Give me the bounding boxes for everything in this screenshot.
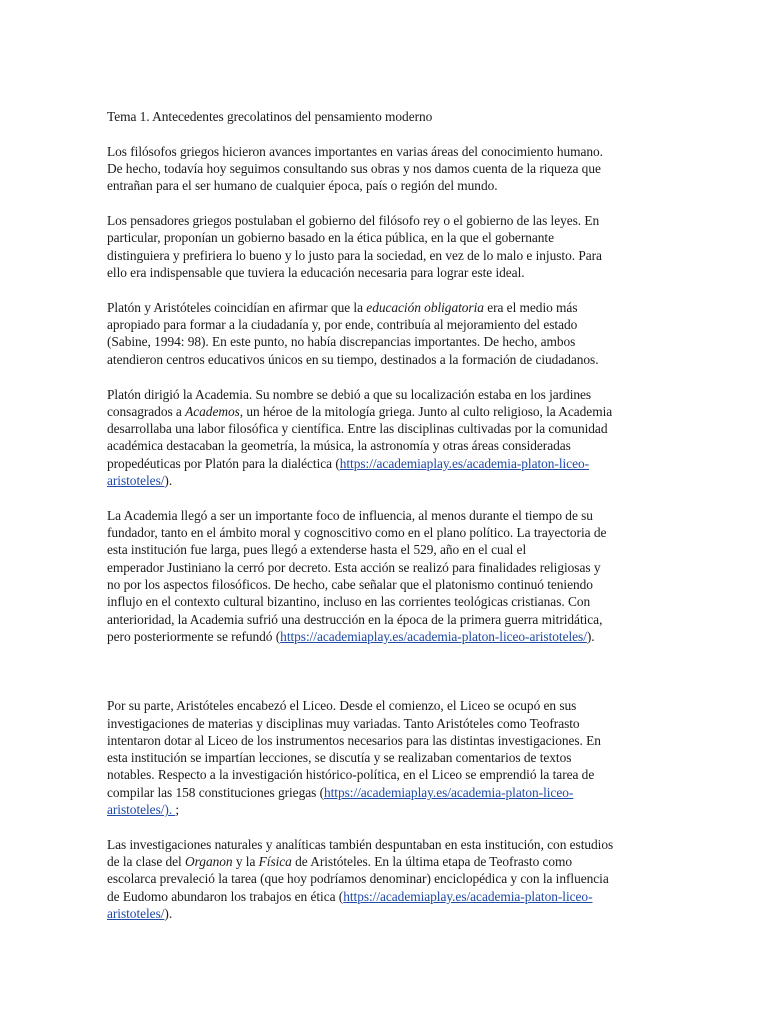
text-run: era el medio más <box>483 299 578 315</box>
text-line <box>107 403 667 420</box>
text-run: de Aristóteles. En la última etapa de Teofrasto como <box>291 854 573 870</box>
text-line: esta institución fue larga, pues llegó a extenderse hasta el 529, año en el cual el <box>107 542 527 558</box>
text-run: ). <box>164 905 173 921</box>
text-line: escolarca prevaleció la tarea (que hoy podríamos denominar) enciclopédica y con la influencia <box>107 871 609 887</box>
text-line: (Sabine, 1994: 98). En este punto, no había discrepancias importantes. De hecho, ambos <box>107 334 576 350</box>
text-line: particular, proponían un gobierno basado en la ética pública, en la que el gobernante <box>107 230 554 246</box>
text-line: académica destacaban la geometría, la música, la astronomía y otras áreas consideradas <box>107 438 571 454</box>
text-line <box>107 472 667 489</box>
text-line: desarrollaba una labor filosófica y científica. Entre las disciplinas cultivadas por la comunidad <box>107 421 608 437</box>
text-run: ). <box>164 473 173 489</box>
text-run: pero posteriormente se refundó ( <box>107 628 281 644</box>
document-body <box>107 108 667 940</box>
text-run: Platón y Aristóteles coincidían en afirmar que la <box>107 299 367 315</box>
text-line: Por su parte, Aristóteles encabezó el Liceo. Desde el comienzo, el Liceo se ocupó en sus <box>107 698 577 714</box>
text-run: ). <box>586 628 595 644</box>
text-line <box>107 905 667 922</box>
text-line: anterioridad, la Academia sufrió una destrucción en la época de la primera guerra mitridática, <box>107 611 603 627</box>
emphasis-text: Física <box>258 854 292 870</box>
text-run: de Eudomo abundaron los trabajos en ética ( <box>107 888 344 904</box>
text-line: no por los aspectos filosóficos. De hecho, cabe señalar que el platonismo continuó teniendo <box>107 577 593 593</box>
text-run: y la <box>232 854 259 870</box>
emphasis-text: Organon <box>185 854 233 870</box>
text-line: La Academia llegó a ser un importante foco de influencia, al menos durante el tiempo de su <box>107 507 593 523</box>
paragraph-2 <box>107 212 667 281</box>
text-run: consagrados a <box>107 403 186 419</box>
emphasis-text: educación obligatoria <box>366 299 484 315</box>
text-line: Los filósofos griegos hicieron avances importantes en varias áreas del conocimiento humano. <box>107 143 603 159</box>
text-line <box>107 299 667 316</box>
paragraph-3 <box>107 299 667 368</box>
text-line: intentaron dotar al Liceo de los instrumentos necesarios para las distintas investigaciones. En <box>107 732 601 748</box>
text-line: ello era indispensable que tuviera la educación necesaria para lograr este ideal. <box>107 265 525 281</box>
paragraph-6 <box>107 697 667 818</box>
text-line: influjo en el contexto cultural bizantino, incluso en las corrientes teológicas cristianas. Con <box>107 594 591 610</box>
text-run: compilar las 158 constituciones griegas ( <box>107 784 324 800</box>
paragraph-7 <box>107 836 667 922</box>
text-line: fundador, tanto en el ámbito moral y cognoscitivo como en el plano político. La trayectoria de <box>107 525 607 541</box>
text-line: atendieron centros educativos únicos en su tiempo, destinados a la formación de ciudadanos. <box>107 351 599 367</box>
text-line: Las investigaciones naturales y analíticas también despuntaban en esta institución, con estudios <box>107 836 614 852</box>
text-line: De hecho, todavía hoy seguimos consultando sus obras y nos damos cuenta de la riqueza que <box>107 161 601 177</box>
text-line <box>107 784 667 801</box>
academiaplay-link[interactable]: aristoteles/). <box>107 802 176 817</box>
academiaplay-link[interactable]: https://academiaplay.es/academia-platon-liceo- <box>343 888 593 904</box>
academiaplay-link[interactable]: https://academiaplay.es/academia-platon-liceo- <box>339 455 590 471</box>
text-line: distinguiera y prefiriera lo bueno y lo justo para la sociedad, en vez de lo malo e injusto. Para <box>107 247 602 263</box>
text-line: investigaciones de materias y disciplinas muy variadas. Tanto Aristóteles como Teofrasto <box>107 715 580 731</box>
text-line <box>107 628 667 645</box>
emphasis-text: Academos <box>185 403 240 419</box>
text-run: ; <box>175 802 180 817</box>
text-line: notables. Respecto a la investigación histórico-política, en el Liceo se emprendió la tarea de <box>107 767 595 783</box>
academiaplay-link[interactable]: https://academiaplay.es/academia-platon-liceo-aristoteles/ <box>280 628 587 644</box>
text-line <box>107 801 667 818</box>
paragraph-5 <box>107 507 667 645</box>
document-title: Tema 1. Antecedentes grecolatinos del pensamiento moderno <box>107 109 433 124</box>
text-line: apropiado para formar a la ciudadanía y, por ende, contribuía al mejoramiento del estado <box>107 317 578 333</box>
text-run: propedéuticas por Platón para la dialéctica ( <box>107 455 340 471</box>
text-line: Los pensadores griegos postulaban el gobierno del filósofo rey o el gobierno de las leyes. En <box>107 213 600 229</box>
paragraph-4 <box>107 386 667 490</box>
text-line: esta institución se impartían lecciones, se discutía y se realizaban comentarios de textos <box>107 750 572 766</box>
text-line: emperador Justiniano la cerró por decreto. Esta acción se realizó para finalidades religiosas y <box>107 559 601 575</box>
text-line <box>107 455 667 472</box>
academiaplay-link[interactable]: aristoteles/ <box>107 905 165 921</box>
text-line: Platón dirigió la Academia. Su nombre se debió a que su localización estaba en los jardines <box>107 386 592 402</box>
text-line: entrañan para el ser humano de cualquier época, país o región del mundo. <box>107 178 498 194</box>
text-run: , un héroe de la mitología griega. Junto al culto religioso, la Academia <box>239 403 613 419</box>
academiaplay-link[interactable]: https://academiaplay.es/academia-platon-liceo- <box>323 784 574 800</box>
text-line <box>107 888 667 905</box>
academiaplay-link[interactable]: aristoteles/ <box>107 473 165 489</box>
text-run: de la clase del <box>107 854 186 870</box>
text-line <box>107 853 667 870</box>
paragraph-1 <box>107 143 667 195</box>
